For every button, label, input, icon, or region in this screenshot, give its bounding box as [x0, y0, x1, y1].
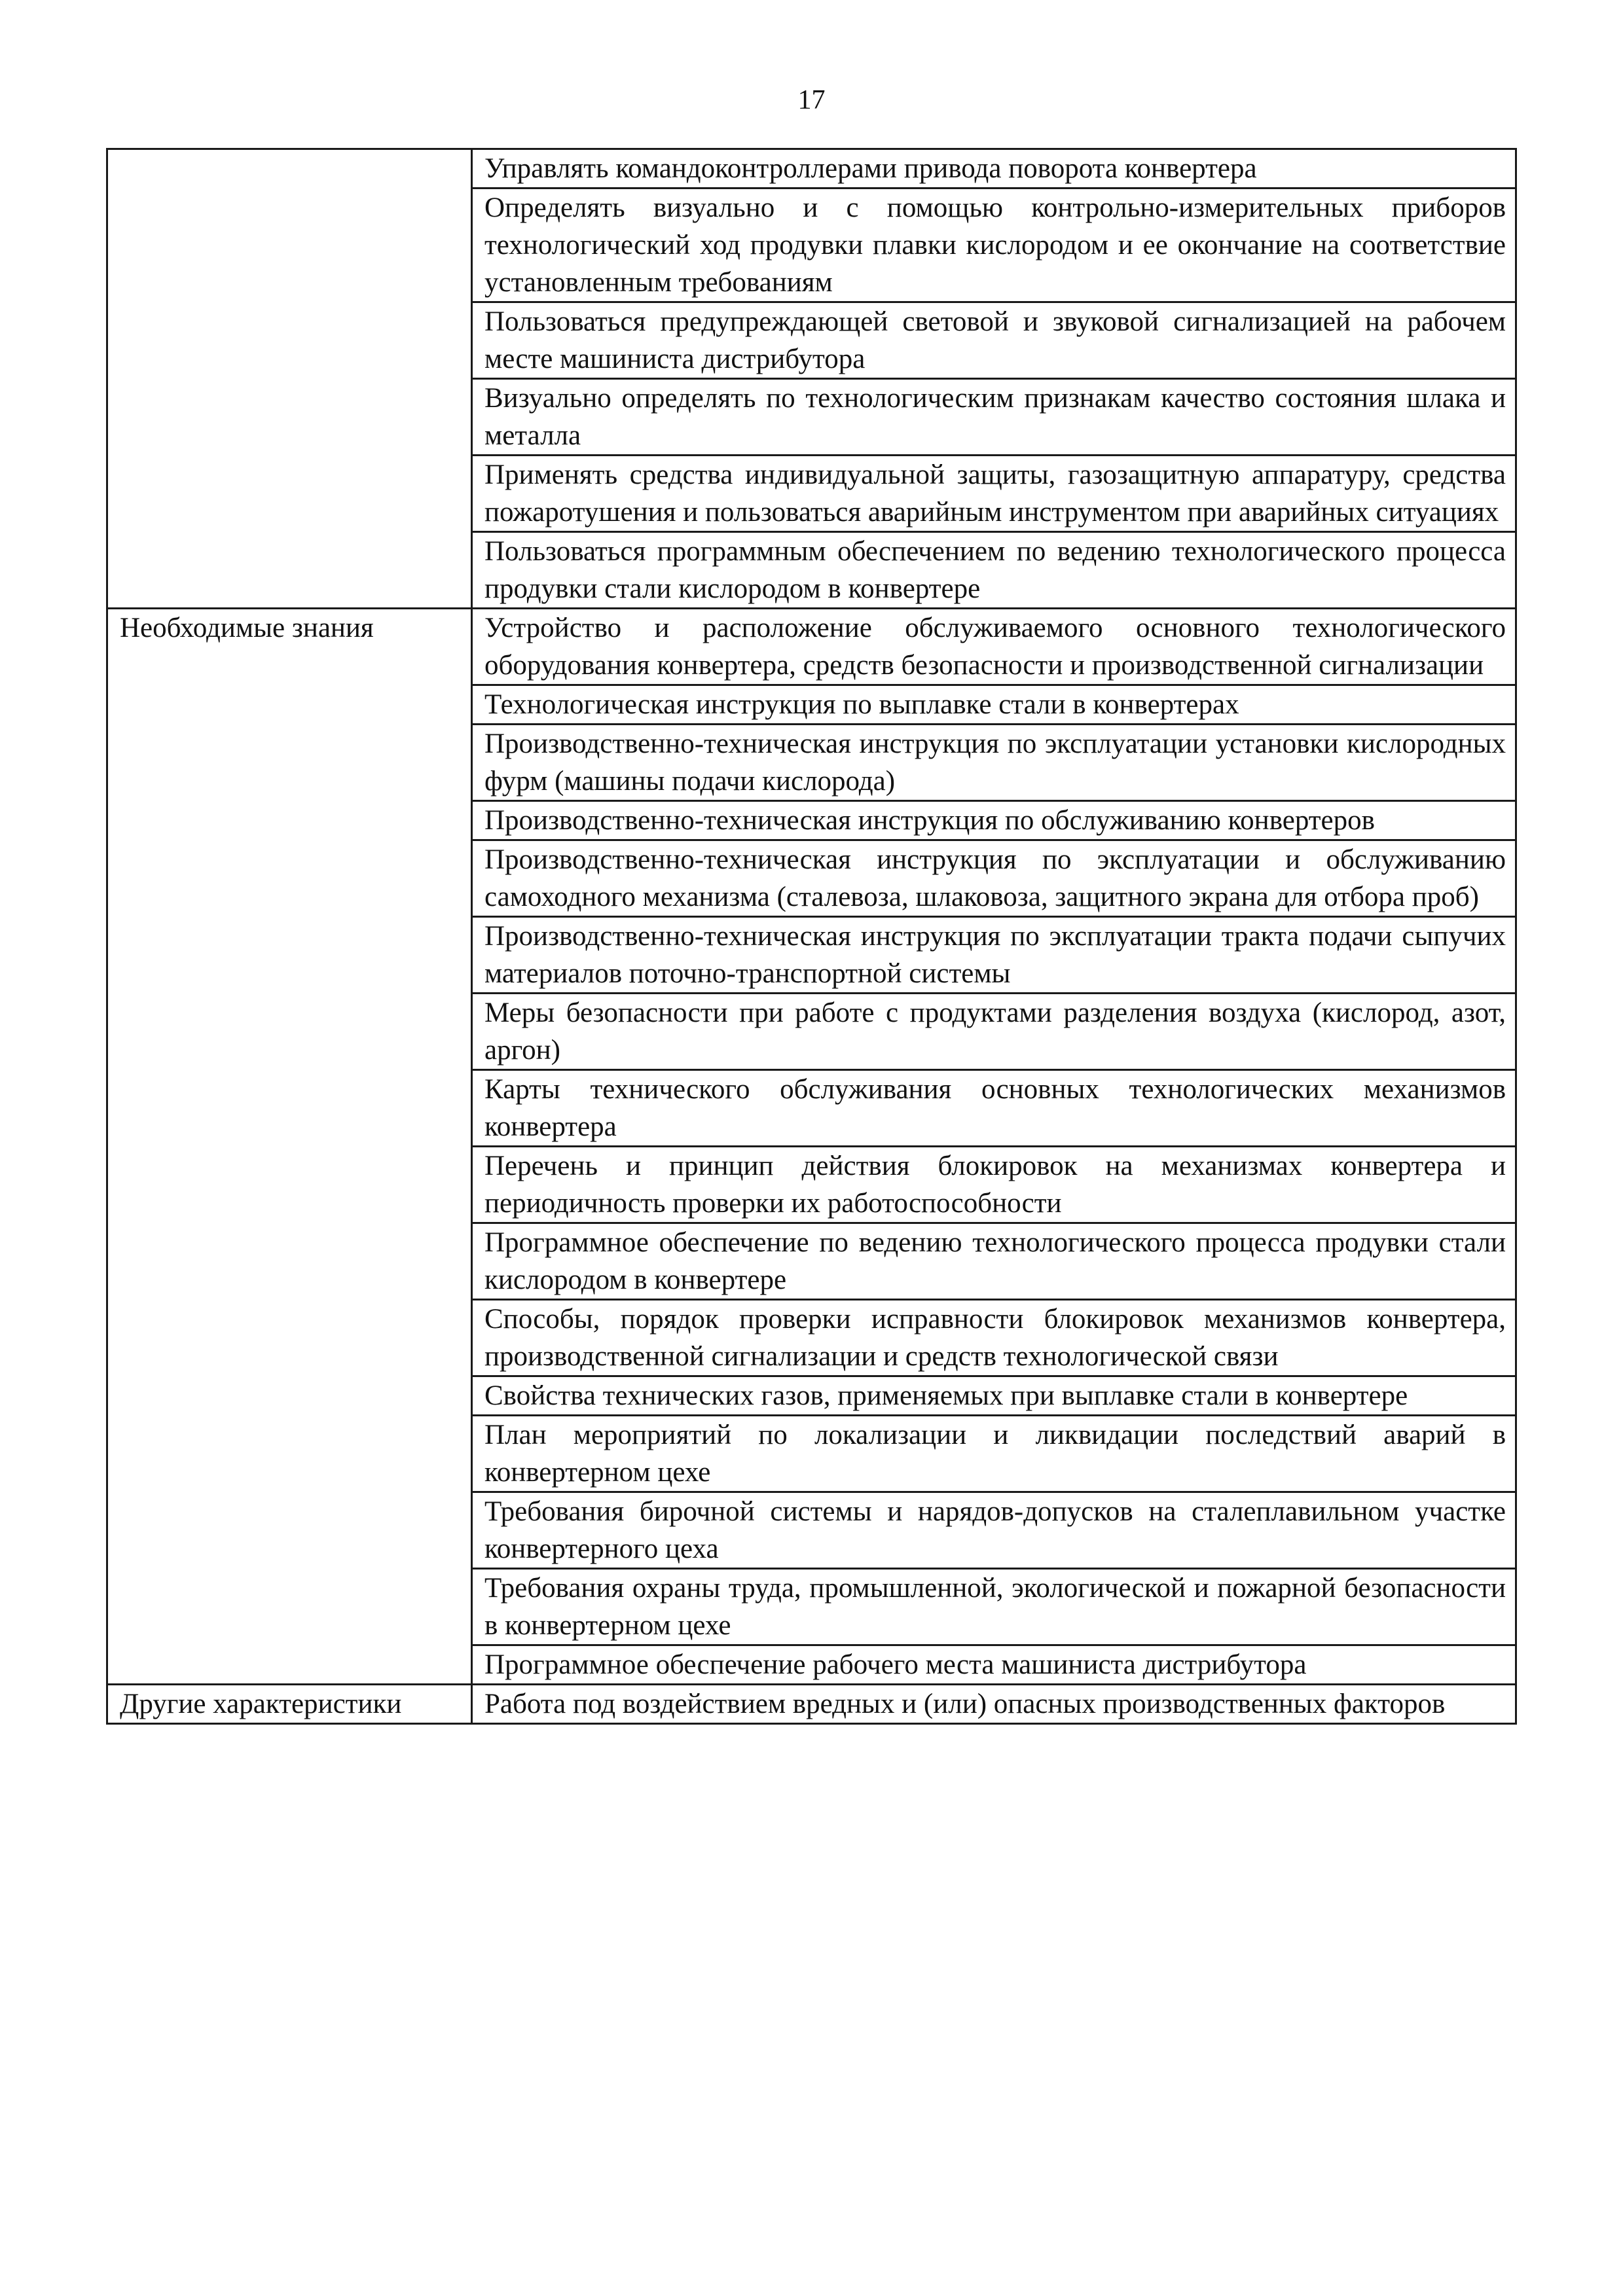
requirement-item: Производственно-техническая инструкция по эксплуатации установки кислородных фурм (машины подачи кислорода): [472, 725, 1516, 801]
requirement-item: Пользоваться предупреждающей световой и звуковой сигнализацией на рабочем месте машиниста дистрибутора: [472, 302, 1516, 379]
requirement-item: Применять средства индивидуальной защиты, газозащитную аппаратуру, средства пожаротушения и пользоваться аварийным инструментом при аварийных ситуациях: [472, 456, 1516, 532]
table-body: [107, 149, 1516, 1724]
requirement-item: Требования охраны труда, промышленной, экологической и пожарной безопасности в конвертерном цехе: [472, 1569, 1516, 1645]
requirement-item: Определять визуально и с помощью контрольно-измерительных приборов технологический ход продувки плавки кислородом и ее окончание на соответствие установленным требованиям: [472, 188, 1516, 302]
requirement-item: Визуально определять по технологическим признакам качество состояния шлака и металла: [472, 379, 1516, 456]
section-label: [107, 149, 472, 609]
requirement-item: Производственно-техническая инструкция по эксплуатации тракта подачи сыпучих материалов поточно-транспортной системы: [472, 917, 1516, 994]
requirement-item: Меры безопасности при работе с продуктами разделения воздуха (кислород, азот, аргон): [472, 994, 1516, 1070]
requirement-item: Управлять командоконтроллерами привода поворота конвертера: [472, 149, 1516, 188]
requirement-item: Производственно-техническая инструкция по обслуживанию конвертеров: [472, 801, 1516, 840]
requirement-item: Производственно-техническая инструкция по эксплуатации и обслуживанию самоходного механизма (сталевоза, шлаковоза, защитного экрана для отбора проб): [472, 840, 1516, 917]
requirement-item: Карты технического обслуживания основных технологических механизмов конвертера: [472, 1070, 1516, 1147]
requirement-item: Программное обеспечение рабочего места машиниста дистрибутора: [472, 1645, 1516, 1685]
requirement-item: Работа под воздействием вредных и (или) опасных производственных факторов: [472, 1685, 1516, 1724]
section-label: Необходимые знания: [107, 609, 472, 1685]
page-number: 17: [797, 85, 826, 115]
requirement-item: Перечень и принцип действия блокировок на механизмах конвертера и периодичность проверки их работоспособности: [472, 1147, 1516, 1223]
requirements-table: [106, 148, 1517, 1725]
table-row: [107, 609, 1516, 685]
requirement-item: Свойства технических газов, применяемых при выплавке стали в конвертере: [472, 1376, 1516, 1416]
requirement-item: Способы, порядок проверки исправности блокировок механизмов конвертера, производственной сигнализации и средств технологической связи: [472, 1300, 1516, 1376]
requirement-item: План мероприятий по локализации и ликвидации последствий аварий в конвертерном цехе: [472, 1416, 1516, 1492]
table-row: [107, 149, 1516, 188]
requirement-item: Технологическая инструкция по выплавке стали в конвертерах: [472, 685, 1516, 725]
requirement-item: Программное обеспечение по ведению технологического процесса продувки стали кислородом в конвертере: [472, 1223, 1516, 1300]
requirement-item: Пользоваться программным обеспечением по ведению технологического процесса продувки стали кислородом в конвертере: [472, 532, 1516, 609]
requirement-item: Требования бирочной системы и нарядов-допусков на сталеплавильном участке конвертерного цеха: [472, 1492, 1516, 1569]
section-label: Другие характеристики: [107, 1685, 472, 1724]
table-row: [107, 1685, 1516, 1724]
requirement-item: Устройство и расположение обслуживаемого основного технологического оборудования конвертера, средств безопасности и производственной сигнализации: [472, 609, 1516, 685]
